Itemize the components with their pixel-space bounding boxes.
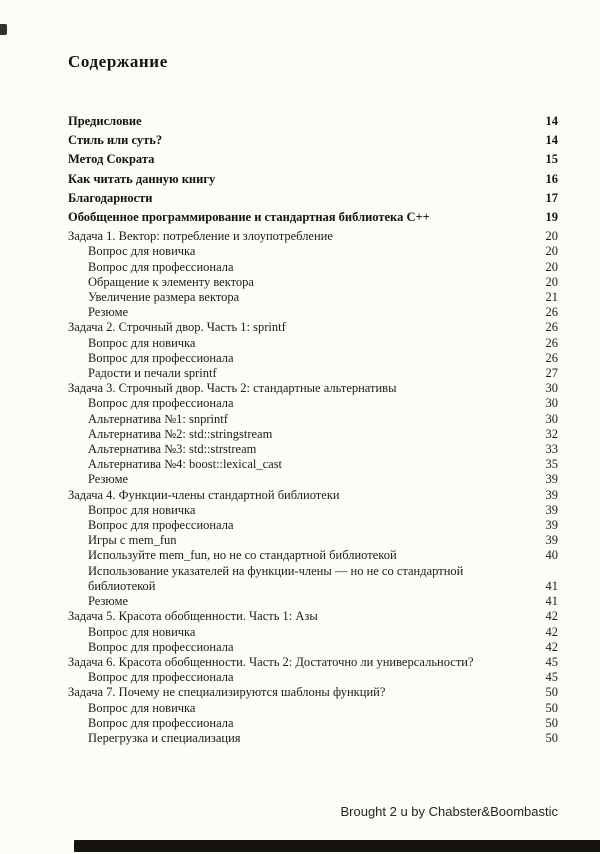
page-content: [68, 52, 558, 746]
toc-entry: [68, 685, 558, 700]
toc-entry: [68, 366, 558, 381]
toc-entry-page: 45: [545, 654, 558, 669]
toc-entry-page: 39: [545, 502, 558, 517]
toc-entry-label: Альтернатива №2: std::stringstream: [88, 426, 273, 441]
toc-entry-page: 50: [545, 700, 558, 715]
toc-entry-page: 32: [545, 426, 558, 441]
scan-artifact-icon: [0, 24, 7, 35]
toc-entry-label: Задача 6. Красота обобщенности. Часть 2: Достаточно ли универсальности?: [68, 654, 474, 669]
toc-entry-label: Метод Сократа: [68, 152, 155, 167]
toc-entry-label: Вопрос для профессионала: [88, 715, 234, 730]
toc-entry-page: 20: [545, 259, 558, 274]
toc-entry-label: Вопрос для новичка: [88, 700, 196, 715]
toc-entry: [68, 442, 558, 457]
toc-entry: [68, 152, 558, 167]
toc-list: [68, 114, 558, 746]
toc-entry-label: Благодарности: [68, 190, 153, 205]
toc-entry: [68, 625, 558, 640]
toc-entry-label: Вопрос для профессионала: [88, 259, 234, 274]
toc-entry: [68, 351, 558, 366]
toc-entry-label: Предисловие: [68, 114, 142, 128]
toc-entry-label: Вопрос для профессионала: [88, 396, 234, 411]
toc-entry-page: 41: [545, 578, 558, 593]
toc-entry-label: Радости и печали sprintf: [88, 366, 217, 381]
toc-entry: [68, 640, 558, 655]
toc-entry: [68, 564, 558, 594]
toc-entry-page: 26: [545, 335, 558, 350]
toc-entry: [68, 114, 558, 129]
toc-entry-label: Задача 3. Строчный двор. Часть 2: стандартные альтернативы: [68, 381, 397, 396]
toc-entry-label: Альтернатива №3: std::strstream: [88, 442, 257, 457]
toc-entry: [68, 427, 558, 442]
toc-entry-page: 42: [545, 639, 558, 654]
toc-entry-label: Как читать данную книгу: [68, 171, 216, 186]
toc-entry: [68, 503, 558, 518]
toc-entry-page: 14: [545, 133, 558, 148]
toc-entry-page: 39: [545, 487, 558, 502]
toc-entry-label: Вопрос для новичка: [88, 502, 196, 517]
toc-entry-label: Используйте mem_fun, но не со стандартной библиотекой: [88, 548, 397, 563]
toc-entry-page: 39: [545, 472, 558, 487]
toc-entry: [68, 609, 558, 624]
toc-entry: [68, 396, 558, 411]
toc-entry-label: Вопрос для профессионала: [88, 350, 234, 365]
toc-entry-page: 50: [545, 715, 558, 730]
toc-entry: [68, 305, 558, 320]
toc-entry: [68, 731, 558, 746]
toc-entry: [68, 655, 558, 670]
toc-entry: [68, 412, 558, 427]
toc-entry-page: 39: [545, 533, 558, 548]
toc-entry-page: 26: [545, 320, 558, 335]
toc-entry-label: Вопрос для профессионала: [88, 670, 234, 685]
toc-entry-label: Резюме: [88, 305, 129, 320]
toc-entry: [68, 701, 558, 716]
toc-entry-label: Стиль или суть?: [68, 133, 163, 148]
toc-entry-page: 30: [545, 396, 558, 411]
toc-entry-page: 42: [545, 624, 558, 639]
toc-entry: [68, 381, 558, 396]
toc-entry-page: 35: [545, 457, 558, 472]
toc-entry-page: 50: [545, 685, 558, 700]
toc-entry-page: 45: [545, 670, 558, 685]
toc-entry-page: 26: [545, 350, 558, 365]
toc-entry-page: 41: [545, 594, 558, 609]
toc-entry: [68, 191, 558, 206]
toc-entry: [68, 457, 558, 472]
toc-entry-label: Перегрузка и специализация: [88, 730, 241, 745]
toc-entry: [68, 320, 558, 335]
page-edge-shadow: [74, 840, 600, 852]
toc-entry-page: 50: [545, 730, 558, 745]
toc-entry-label: Обращение к элементу вектора: [88, 274, 254, 289]
toc-entry-label: Вопрос для новичка: [88, 335, 196, 350]
toc-entry-page: 27: [545, 366, 558, 381]
toc-entry-page: 39: [545, 518, 558, 533]
toc-entry-page: 21: [545, 290, 558, 305]
toc-entry: [68, 336, 558, 351]
toc-entry: [68, 670, 558, 685]
toc-entry: [68, 472, 558, 487]
toc-entry: [68, 210, 558, 225]
toc-entry-page: 20: [545, 229, 558, 244]
toc-entry: [68, 548, 558, 563]
toc-entry: [68, 260, 558, 275]
toc-entry: [68, 290, 558, 305]
toc-entry: [68, 716, 558, 731]
toc-entry-label: Альтернатива №1: snprintf: [88, 411, 228, 426]
toc-entry: [68, 518, 558, 533]
toc-entry: [68, 229, 558, 244]
toc-entry-page: 16: [545, 171, 558, 186]
toc-entry-label: Резюме: [88, 472, 129, 487]
toc-entry-page: 19: [545, 210, 558, 225]
toc-entry-label: Использование указателей на функции-члены — но не со стандартной библиотекой: [88, 563, 464, 593]
toc-entry: [68, 275, 558, 290]
toc-entry: [68, 594, 558, 609]
toc-entry-label: Задача 2. Строчный двор. Часть 1: sprintf: [68, 320, 286, 335]
toc-entry-label: Вопрос для новичка: [88, 624, 196, 639]
toc-entry-label: Альтернатива №4: boost::lexical_cast: [88, 457, 283, 472]
toc-entry: [68, 244, 558, 259]
toc-entry-label: Задача 5. Красота обобщенности. Часть 1: Азы: [68, 609, 318, 624]
toc-entry-page: 15: [545, 152, 558, 167]
toc-entry-page: 20: [545, 244, 558, 259]
toc-entry-label: Вопрос для профессионала: [88, 639, 234, 654]
toc-entry-label: Увеличение размера вектора: [88, 290, 240, 305]
toc-entry: [68, 172, 558, 187]
toc-entry: [68, 488, 558, 503]
toc-entry-page: 30: [545, 381, 558, 396]
toc-entry-page: 26: [545, 305, 558, 320]
toc-entry-label: Задача 7. Почему не специализируются шаблоны функций?: [68, 685, 386, 700]
toc-entry-label: Игры с mem_fun: [88, 533, 177, 548]
toc-entry: [68, 533, 558, 548]
toc-entry-page: 33: [545, 442, 558, 457]
toc-entry-page: 40: [545, 548, 558, 563]
page-title: Содержание: [68, 52, 168, 71]
footer-credit: Brought 2 u by Chabster&Boombastic: [340, 804, 558, 819]
toc-entry-page: 17: [545, 190, 558, 205]
toc-entry-page: 14: [545, 114, 558, 128]
toc-entry-label: Задача 4. Функции-члены стандартной библиотеки: [68, 487, 340, 502]
toc-entry-page: 20: [545, 274, 558, 289]
toc-entry-label: Задача 1. Вектор: потребление и злоупотребление: [68, 229, 333, 244]
toc-entry-page: 30: [545, 411, 558, 426]
toc-entry: [68, 133, 558, 148]
toc-entry-label: Обобщенное программирование и стандартная библиотека C++: [68, 210, 430, 225]
toc-entry-label: Резюме: [88, 594, 129, 609]
toc-entry-page: 42: [545, 609, 558, 624]
toc-entry-label: Вопрос для профессионала: [88, 518, 234, 533]
toc-entry-label: Вопрос для новичка: [88, 244, 196, 259]
